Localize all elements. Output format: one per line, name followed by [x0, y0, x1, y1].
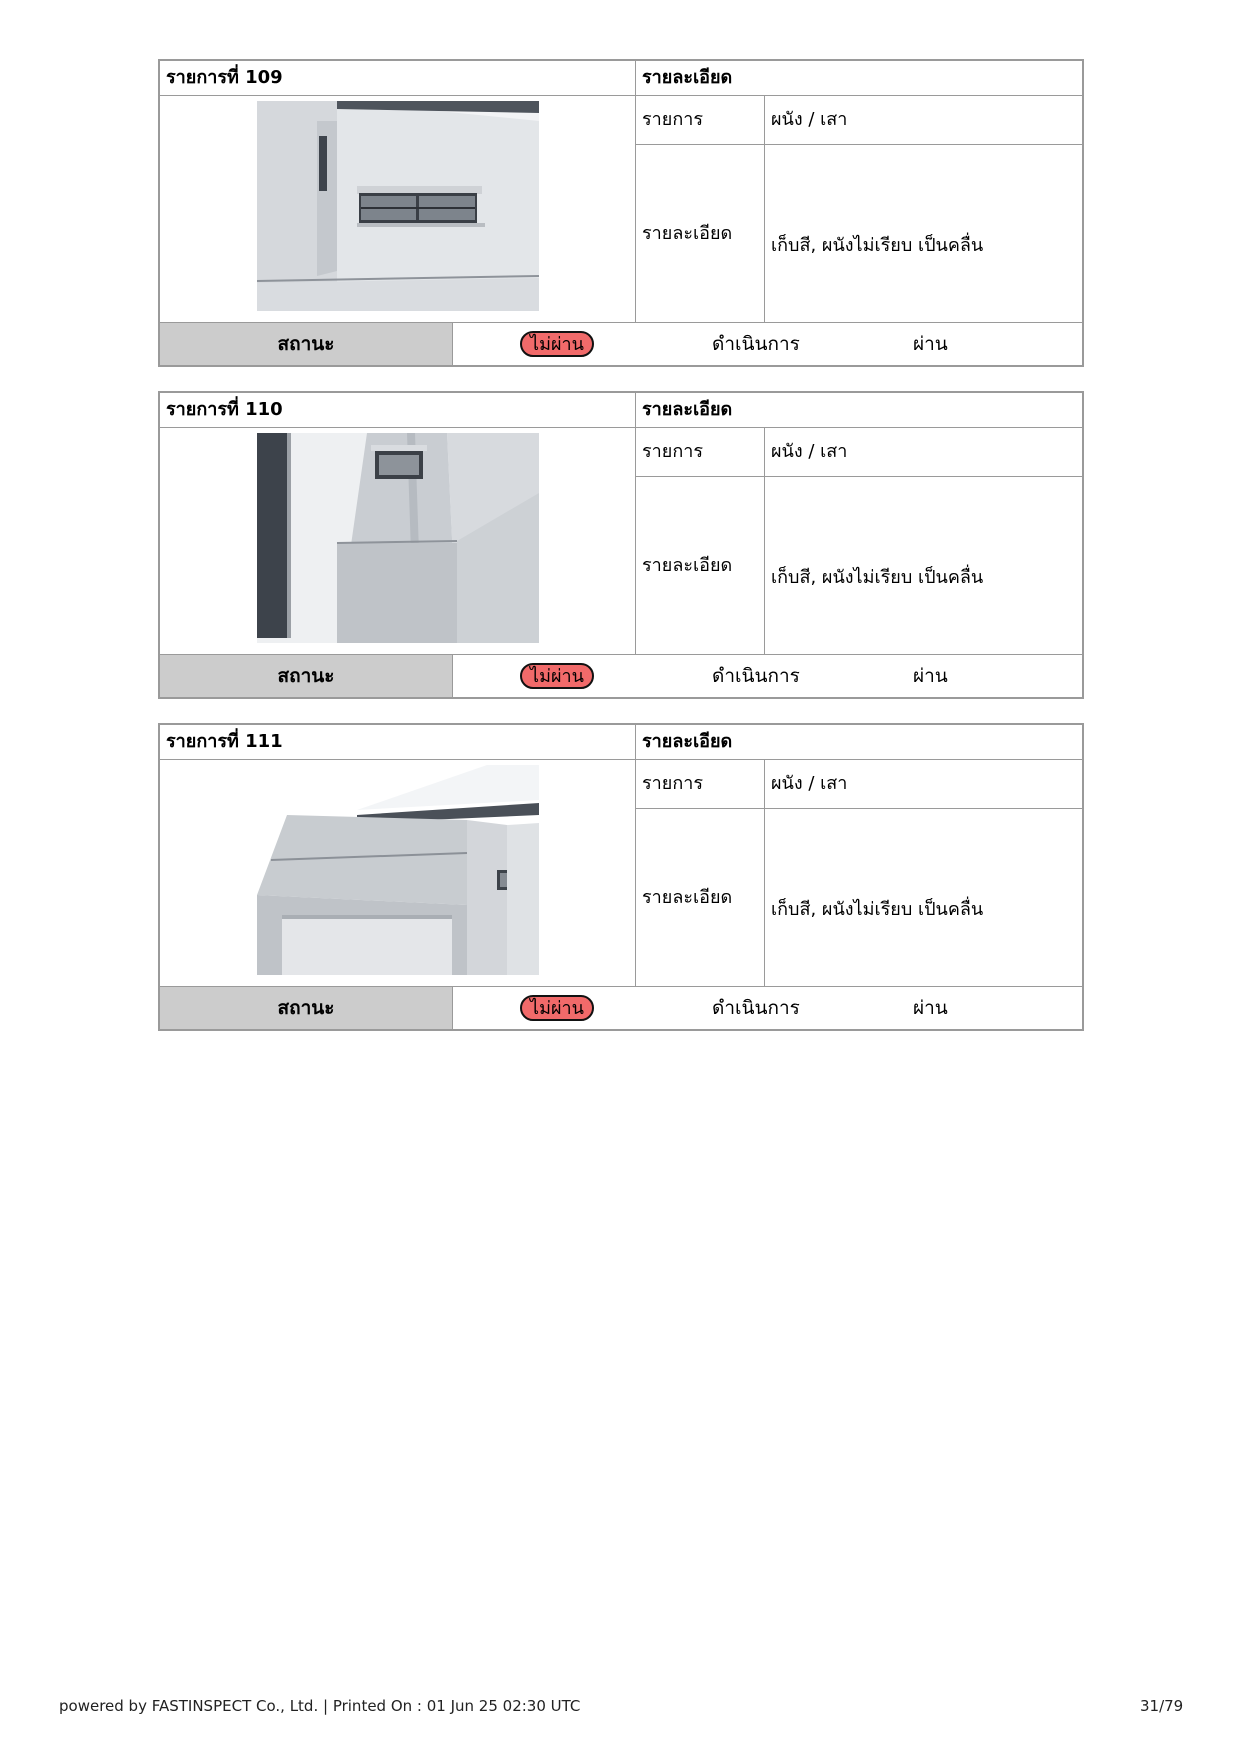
- column-upward-image: [257, 433, 539, 643]
- status-bar: [160, 323, 1082, 365]
- status-pass[interactable]: ผ่าน: [913, 333, 948, 355]
- status-pass[interactable]: ผ่าน: [913, 997, 948, 1019]
- wall-window-image: [257, 101, 539, 311]
- status-in-progress[interactable]: ดำเนินการ: [712, 333, 800, 355]
- status-bar: [160, 655, 1082, 697]
- status-label: สถานะ: [277, 333, 335, 355]
- item-value: ผนัง / เสา: [771, 441, 848, 462]
- wall-window-photo: [257, 101, 539, 311]
- footer-text: powered by FASTINSPECT Co., Ltd. | Printed On : 01 Jun 25 02:30 UTC: [59, 1697, 581, 1715]
- detail-row-label: รายละเอียด: [642, 555, 733, 576]
- item-row-label: รายการ: [642, 109, 703, 130]
- detail-row-label: รายละเอียด: [642, 223, 733, 244]
- details-header: รายละเอียด: [642, 67, 733, 88]
- inspection-item: [158, 391, 1084, 699]
- details-header: รายละเอียด: [642, 399, 733, 420]
- status-bar: [160, 987, 1082, 1029]
- status-label: สถานะ: [277, 997, 335, 1019]
- item-value: ผนัง / เสา: [771, 109, 848, 130]
- status-fail-badge[interactable]: ไม่ผ่าน: [520, 331, 594, 357]
- wall-corner-image: [257, 765, 539, 975]
- item-title: รายการที่ 110: [166, 399, 283, 420]
- detail-value: เก็บสี, ผนังไม่เรียบ เป็นคลื่น: [771, 567, 984, 588]
- detail-value: เก็บสี, ผนังไม่เรียบ เป็นคลื่น: [771, 899, 984, 920]
- inspection-item: [158, 59, 1084, 367]
- item-value: ผนัง / เสา: [771, 773, 848, 794]
- status-fail-badge[interactable]: ไม่ผ่าน: [520, 663, 594, 689]
- wall-corner-photo: [257, 765, 539, 975]
- status-in-progress[interactable]: ดำเนินการ: [712, 997, 800, 1019]
- detail-row-label: รายละเอียด: [642, 887, 733, 908]
- detail-value: เก็บสี, ผนังไม่เรียบ เป็นคลื่น: [771, 235, 984, 256]
- item-row-label: รายการ: [642, 773, 703, 794]
- inspection-item: [158, 723, 1084, 1031]
- column-upward-photo: [257, 433, 539, 643]
- page-number: 31/79: [1140, 1697, 1184, 1715]
- status-label: สถานะ: [277, 665, 335, 687]
- item-title: รายการที่ 111: [166, 731, 283, 752]
- status-fail-badge[interactable]: ไม่ผ่าน: [520, 995, 594, 1021]
- item-title: รายการที่ 109: [166, 67, 283, 88]
- item-row-label: รายการ: [642, 441, 703, 462]
- status-pass[interactable]: ผ่าน: [913, 665, 948, 687]
- details-header: รายละเอียด: [642, 731, 733, 752]
- status-in-progress[interactable]: ดำเนินการ: [712, 665, 800, 687]
